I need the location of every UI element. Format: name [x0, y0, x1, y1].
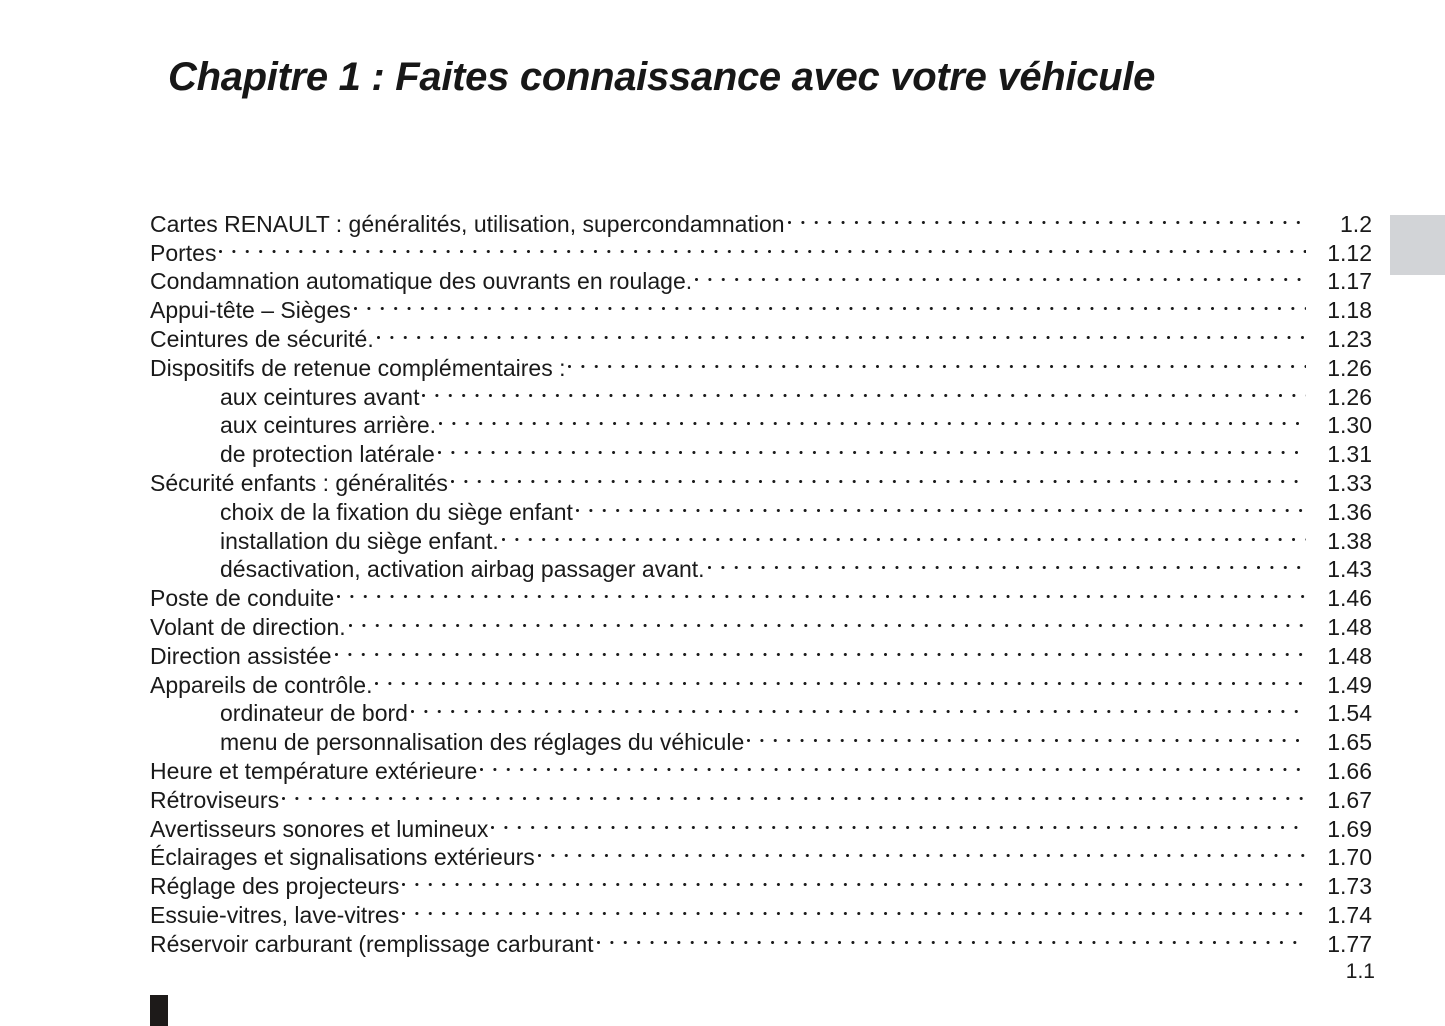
toc-entry-page-number: 1.36 — [1327, 498, 1372, 525]
toc-dot-leader — [375, 664, 1306, 693]
toc-dot-leader — [422, 376, 1306, 405]
toc-entry-label: Réservoir carburant (remplissage carburant — [150, 930, 594, 957]
toc-entry-label: Essuie-vitres, lave-vitres — [150, 901, 400, 928]
toc-entry-page-number: 1.48 — [1327, 613, 1372, 640]
toc-entry-label: Heure et température extérieure — [150, 757, 478, 784]
toc-dot-leader — [576, 491, 1306, 520]
toc-dot-leader — [788, 203, 1306, 232]
toc-entry-label: Réglage des projecteurs — [150, 873, 400, 900]
toc-entry-label: aux ceintures avant — [220, 383, 420, 410]
toc-dot-leader — [597, 923, 1306, 952]
toc-dot-leader — [747, 721, 1306, 750]
page-title: Chapitre 1 : Faites connaissance avec votre véhicule — [168, 54, 1156, 99]
toc-dot-leader — [708, 549, 1306, 578]
toc-entry-label: Éclairages et signalisations extérieurs — [150, 844, 535, 871]
toc-entry-page-number: 1.65 — [1327, 729, 1372, 756]
toc-entry-page-number: 1.38 — [1327, 527, 1372, 554]
toc-entry-label: Direction assistée — [150, 642, 332, 669]
toc-dot-leader — [335, 635, 1306, 664]
toc-entry[interactable] — [150, 808, 1372, 842]
toc-dot-leader — [349, 606, 1306, 635]
toc-entry-page-number: 1.67 — [1327, 786, 1372, 813]
toc-entry[interactable] — [150, 203, 1372, 237]
toc-entry-label: Cartes RENAULT : généralités, utilisation, supercondamnation — [150, 210, 785, 237]
toc-entry-label: ordinateur de bord — [220, 700, 408, 727]
toc-entry-label: Appui-tête – Sièges — [150, 297, 351, 324]
toc-entry-page-number: 1.18 — [1327, 297, 1372, 324]
toc-entry[interactable] — [150, 779, 1372, 813]
toc-entry-page-number: 1.30 — [1327, 412, 1372, 439]
toc-dot-leader — [439, 405, 1306, 434]
toc-dot-leader — [480, 750, 1306, 779]
toc-dot-leader — [402, 894, 1306, 923]
toc-entry-label: Rétroviseurs — [150, 786, 280, 813]
toc-dot-leader — [282, 779, 1306, 808]
toc-entry-page-number: 1.33 — [1327, 469, 1372, 496]
toc-entry-page-number: 1.26 — [1327, 354, 1372, 381]
toc-entry-page-number: 1.73 — [1327, 873, 1372, 900]
toc-dot-leader — [451, 462, 1306, 491]
toc-dot-leader — [219, 232, 1306, 261]
footer-page-number: 1.1 — [1345, 960, 1375, 983]
toc-entry-page-number: 1.46 — [1327, 585, 1372, 612]
toc-entry-label: Dispositifs de retenue complémentaires : — [150, 354, 566, 381]
toc-entry-page-number: 1.77 — [1327, 930, 1372, 957]
toc-entry[interactable] — [150, 261, 1372, 295]
toc-dot-leader — [695, 261, 1306, 290]
toc-entry-page-number: 1.31 — [1327, 441, 1372, 468]
toc-entry-label: Poste de conduite — [150, 585, 335, 612]
toc-entry-label: Volant de direction. — [150, 613, 346, 640]
toc-entry-page-number: 1.66 — [1327, 757, 1372, 784]
toc-dot-leader — [568, 347, 1306, 376]
toc-entry-page-number: 1.48 — [1327, 642, 1372, 669]
toc-entry-label: Avertisseurs sonores et lumineux — [150, 815, 489, 842]
toc-entry-label: menu de personnalisation des réglages du véhicule — [220, 729, 745, 756]
toc-entry[interactable] — [150, 232, 1372, 266]
toc-dot-leader — [354, 289, 1306, 318]
toc-entry-page-number: 1.43 — [1327, 556, 1372, 583]
toc-dot-leader — [402, 865, 1306, 894]
toc-entry-page-number: 1.23 — [1327, 325, 1372, 352]
toc-entry-page-number: 1.26 — [1327, 383, 1372, 410]
toc-entry-label: Condamnation automatique des ouvrants en roulage. — [150, 268, 693, 295]
toc-entry-label: Appareils de contrôle. — [150, 671, 373, 698]
registration-mark — [150, 995, 168, 1026]
toc-dot-leader — [337, 577, 1306, 606]
toc-entry-page-number: 1.70 — [1327, 844, 1372, 871]
toc-entry-label: choix de la fixation du siège enfant — [220, 498, 573, 525]
chapter-thumb-tab — [1390, 215, 1445, 275]
toc-dot-leader — [502, 520, 1306, 549]
toc-dot-leader — [438, 433, 1306, 462]
toc-dot-leader — [491, 808, 1306, 837]
toc-entry-label: Sécurité enfants : généralités — [150, 469, 448, 496]
toc-entry-label: désactivation, activation airbag passager avant. — [220, 556, 705, 583]
toc-entry-page-number: 1.12 — [1327, 239, 1372, 266]
toc-dot-leader — [377, 318, 1306, 347]
toc-entry-page-number: 1.17 — [1327, 268, 1372, 295]
toc-entry-page-number: 1.2 — [1340, 210, 1372, 237]
toc-dot-leader — [538, 837, 1306, 866]
toc-entry-label: de protection latérale — [220, 441, 435, 468]
toc-entry-page-number: 1.74 — [1327, 901, 1372, 928]
table-of-contents — [150, 203, 1372, 957]
toc-dot-leader — [411, 693, 1306, 722]
toc-entry-page-number: 1.54 — [1327, 700, 1372, 727]
toc-entry-label: installation du siège enfant. — [220, 527, 499, 554]
toc-entry-label: aux ceintures arrière. — [220, 412, 437, 439]
toc-entry-page-number: 1.49 — [1327, 671, 1372, 698]
toc-entry-page-number: 1.69 — [1327, 815, 1372, 842]
toc-entry-label: Ceintures de sécurité. — [150, 325, 374, 352]
toc-entry-label: Portes — [150, 239, 217, 266]
